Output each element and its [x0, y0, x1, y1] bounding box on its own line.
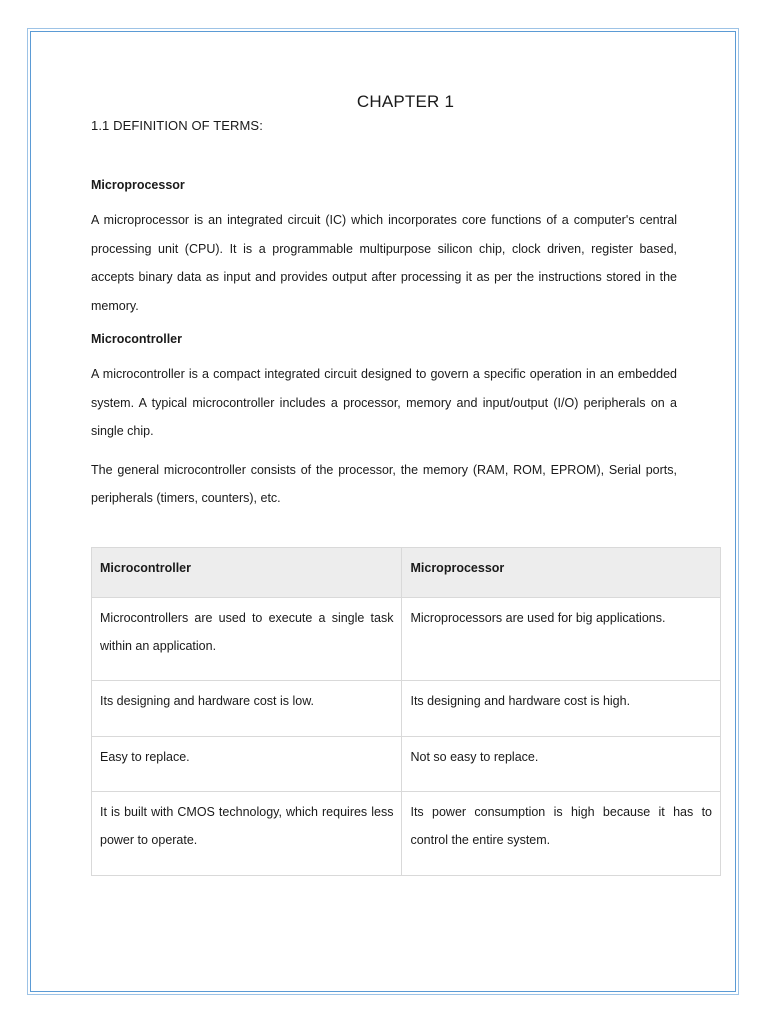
document-body: [91, 88, 677, 513]
table-row: [92, 737, 721, 792]
table-header-row: [92, 548, 721, 598]
table-cell: It is built with CMOS technology, which requires less power to operate.: [92, 792, 402, 876]
table-cell: Its power consumption is high because it has to control the entire system.: [402, 792, 721, 876]
table-row: [92, 681, 721, 737]
section-heading: 1.1 DEFINITION OF TERMS:: [91, 118, 263, 133]
chapter-title: CHAPTER 1: [356, 92, 455, 111]
table-cell: Microprocessors are used for big applications.: [402, 598, 721, 681]
table-cell: Its designing and hardware cost is low.: [92, 681, 402, 737]
table-cell: Microcontrollers are used to execute a single task within an application.: [92, 598, 402, 681]
table-header-microprocessor: Microprocessor: [402, 548, 721, 598]
term-heading-microcontroller: Microcontroller: [91, 332, 182, 346]
comparison-table: [91, 547, 721, 876]
table-cell: Not so easy to replace.: [402, 737, 721, 792]
term-heading-microprocessor: Microprocessor: [91, 178, 185, 192]
table-row: [92, 598, 721, 681]
table-row: [92, 792, 721, 876]
table-cell: Easy to replace.: [92, 737, 402, 792]
paragraph-microcontroller-composition: The general microcontroller consists of the processor, the memory (RAM, ROM, EPROM), Serial ports, peripherals (timers, counters), etc.: [91, 462, 677, 505]
paragraph-microprocessor-definition: A microprocessor is an integrated circuit (IC) which incorporates core functions of a computer's central processing unit (CPU). It is a programmable multipurpose silicon chip, clock driven, register based, accepts binary data as input and provides output after processing it as per the instructions stored in the memory.: [91, 213, 677, 313]
table-cell: Its designing and hardware cost is high.: [402, 681, 721, 737]
paragraph-microcontroller-definition: A microcontroller is a compact integrated circuit designed to govern a specific operation in an embedded system. A typical microcontroller includes a processor, memory and input/output (I/O) peripherals on a single chip.: [91, 367, 677, 438]
table-header-microcontroller: Microcontroller: [92, 548, 402, 598]
